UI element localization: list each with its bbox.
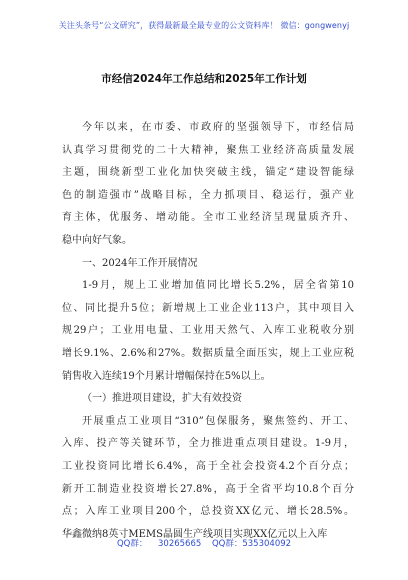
paragraph-line: 华鑫微纳8英寸MEMS晶圆生产线项目实现XX亿元以上入库 <box>62 528 328 540</box>
paragraph-line: 工业投资同比增长6.4%，高于全社会投资4.2个百分点； <box>62 460 354 472</box>
promo-footer-text: QQ群： 30265665 QQ群：535304092 <box>116 539 292 549</box>
promo-header-text: 关注头条号“公文研究”，获得最新最全最专业的公文资料库！ 微信：gongwenyj <box>58 21 350 30</box>
paragraph-line: 色的制造强市”战略目标，全力抓项目、稳运行，强产业 <box>62 189 354 201</box>
paragraph-line: 稳中向好气象。 <box>62 234 132 246</box>
paragraph-line: 位、同比提升5位；新增规上工业企业113户，其中项目入 <box>62 302 354 314</box>
paragraph-line: 1-9月，规上工业增加值同比增长5.2%，居全省第10 <box>82 280 354 292</box>
paragraph-line: 开展重点工业项目“310”包保服务，聚焦签约、开工、 <box>82 415 354 427</box>
paragraph-line: 规29户；工业用电量、工业用天然气、入库工业税收分别 <box>62 325 354 337</box>
paragraph-line: 入库、投产等关键环节，全力推进重点项目建设。1-9月， <box>62 438 354 450</box>
paragraph-line: 今年以来，在市委、市政府的坚强领导下，市经信局 <box>82 122 354 133</box>
paragraph-line: 认真学习贯彻党的二十大精神，聚焦工业经济高质量发展 <box>62 144 354 156</box>
paragraph-line: 增长9.1%、2.6%和27%。数据质量全面压实，规上工业应税 <box>62 347 354 359</box>
document-title: 市经信2024年工作总结和2025年工作计划 <box>101 73 307 85</box>
paragraph-line: 主题，围绕新型工业化加快突破主线，锚定“建设智能绿 <box>62 167 354 179</box>
paragraph-line: 点；入库工业项目200个，总投资XX亿元、增长28.5%。 <box>62 506 354 518</box>
section-heading: （一）推进项目建设，扩大有效投资 <box>82 393 242 405</box>
paragraph-line: 销售收入连续19个月累计增幅保持在5%以上。 <box>62 370 271 382</box>
paragraph-line: 新开工制造业投资增长27.8%，高于全省平均10.8个百分 <box>62 483 354 495</box>
paragraph-line: 育主体，优服务、增动能。全市工业经济呈现量质齐升、 <box>62 212 354 224</box>
document-body <box>62 117 354 546</box>
section-heading: 一、2024年工作开展情况 <box>82 257 198 269</box>
